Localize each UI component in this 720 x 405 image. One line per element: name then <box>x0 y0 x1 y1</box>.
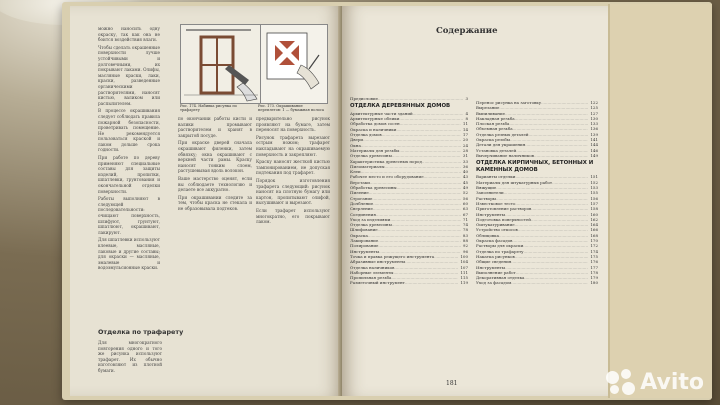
paragraph: по окончании работы кисти и валики промывают растворителем и хранят в закрытой посуде. <box>178 116 252 138</box>
toc-entry-title: Накатка рисунков <box>476 253 515 259</box>
toc-entry-page: 8 <box>465 116 468 122</box>
paragraph: Краску наносят жесткой кистью тампонированием, не допуская подтекания под трафарет. <box>256 159 330 176</box>
toc-leader-dots <box>405 280 459 285</box>
figure-173 <box>180 24 262 104</box>
toc-entry-title: Материалы для штукатурных работ <box>476 179 553 185</box>
toc-section-heading: ОТДЕЛКА ДЕРЕВЯННЫХ ДОМОВ <box>350 103 451 110</box>
paragraph: Порядок изготовления трафарета следующий: рисунок наносят на плотную бумагу или картон, пропитывают олифой, высушивают и вырезают. <box>256 177 330 206</box>
left-column-b <box>178 116 252 296</box>
paragraph: В процессе окрашивания следует соблюдать правила пожарной безопасности, проветривать помещение. Не рекомендуется пользоваться краской и лаком дольше срока годности. <box>98 108 160 153</box>
paragraph: При работе по дереву применяют специальные составы для защиты изделий, пропитки, шпатлевки, грунтования и окончательной отделки поверхности. <box>98 155 160 194</box>
toc-entry-page: 36 <box>462 163 468 169</box>
paragraph: При окрашивании следите за тем, чтобы краска не стекала и не образовывала подтеков. <box>178 194 252 211</box>
toc-entry-page: 92 <box>462 243 468 249</box>
toc-column-left <box>350 96 468 286</box>
toc-entry-page: 100 <box>460 253 468 259</box>
toc-column-right <box>476 100 598 286</box>
toc-entry-page: 136 <box>590 126 598 132</box>
toc-entry-page: 176 <box>590 259 598 265</box>
stencil-illustration <box>261 25 327 103</box>
toc-entry-title: Декоративная отделка <box>476 275 525 281</box>
toc-entry-page: 133 <box>590 121 598 127</box>
toc-entry-title: Разметочный инструмент <box>350 280 405 286</box>
toc-entry-title: Верстаки <box>350 179 370 185</box>
toc-entry-page: 49 <box>462 185 468 191</box>
toc-entry-title: Вычерчивание наличников <box>476 152 535 158</box>
toc-entry-page: 179 <box>590 275 598 281</box>
window-painting-illustration <box>181 25 261 103</box>
toc-entry-title: Растворы <box>476 195 496 201</box>
toc-entry-page: 11 <box>462 121 468 127</box>
toc-entry-page: 122 <box>590 100 598 105</box>
toc-entry-title: Накладная резьба <box>476 115 515 121</box>
toc-entry-page: 43 <box>462 174 468 180</box>
figure-174 <box>260 24 328 104</box>
toc-leader-dots <box>378 96 463 101</box>
toc-entry-page: 158 <box>590 206 598 212</box>
toc-entry-page: 45 <box>462 179 468 185</box>
toc-entry-title: Шлифование <box>350 227 378 233</box>
toc-entry-page: 83 <box>462 232 468 238</box>
toc-entry-title: Обработка домов сосен <box>350 121 400 127</box>
figure-174-caption: Рис. 174. Набивка рисунка по трафарету <box>180 104 237 113</box>
toc-entry-page: 141 <box>590 137 598 143</box>
toc-entry-page: 88 <box>462 238 468 244</box>
toc-entry-title: Отделка наличников <box>350 264 395 270</box>
toc-entry-page: 71 <box>462 216 468 222</box>
toc-entry-page: 96 <box>462 248 468 254</box>
toc-entry-title: Точка и правка режущего инструмента <box>350 253 435 259</box>
toc-entry-title: Предисловие <box>350 96 379 101</box>
toc-entry-page: 172 <box>590 243 598 249</box>
toc-entry-title: Оштукатуривание <box>476 222 515 228</box>
figure-173-caption: Рис. 173. Окрашивание переплетов: 1 — бумажная полоса <box>258 104 325 113</box>
section-title: Отделка по трафарету <box>98 328 184 336</box>
toc-entry-page: 125 <box>590 105 598 111</box>
cover-board <box>608 4 712 398</box>
toc-entry-page: 4 <box>465 110 468 116</box>
toc-entry-page: 111 <box>460 269 468 275</box>
avito-watermark <box>606 369 704 395</box>
toc-section-heading: ОТДЕЛКА КИРПИЧНЫХ, БЕТОННЫХ И КАМЕННЫХ ДОМОВ <box>476 160 594 173</box>
toc-entry-title: Перенос рисунка на заготовку <box>476 100 542 105</box>
toc-entry-title: Окраска и наличники <box>350 126 397 132</box>
toc-entry-page: 130 <box>590 115 598 121</box>
toc-entry-page: 170 <box>590 238 598 244</box>
toc-entry-title: Вяжущие <box>476 185 497 191</box>
toc-entry-title: Долбление <box>350 200 374 206</box>
toc-entry-title: Инструменты <box>476 264 506 270</box>
toc-entry-title: Клеи <box>350 169 361 175</box>
toc-entry-title: Уход за фасадом <box>476 280 512 286</box>
toc-entry-title: Двери <box>350 137 364 143</box>
toc-entry-page: 60 <box>462 200 468 206</box>
toc-entry-page: 20 <box>462 137 468 143</box>
toc-entry-title: Плоская резьба <box>476 121 510 127</box>
toc-leader-dots <box>534 153 588 158</box>
toc-entry-title: Общие сведения <box>476 259 512 265</box>
toc-leader-dots <box>511 280 588 285</box>
toc-entry-title: Объемная резьба <box>476 126 513 132</box>
toc-entry <box>350 96 468 101</box>
paragraph: Для шпатлевки используют клеевые, масляные, лаковые и другие составы; для окраски — масляные, эмалевые и водоэмульсионные краски. <box>98 237 160 271</box>
toc-entry-page: 52 <box>462 190 468 196</box>
paragraph: При окраске дверей сначала окрашивают филенки, затем обвязку; окна окрашивают с верхней части рамы. Краску наносят тонким слоем, растушевывая вдоль волокон. <box>178 140 252 174</box>
toc-entry <box>476 280 598 285</box>
toc-entry-title: Варианты отделки <box>476 174 516 180</box>
toc-entry-page: 157 <box>590 200 598 206</box>
toc-entry-title: Пиление <box>350 190 369 196</box>
toc-entry-title: Установка деталей <box>476 147 517 153</box>
paragraph: Рисунок трафарета вырезают острым ножом; трафарет накладывают на окрашиваемую поверхность и закрепляют. <box>256 134 330 157</box>
toc-entry-title: Рабочее место и его оборудование <box>350 174 424 180</box>
toc-entry-title: Абразивные инструменты <box>350 259 406 265</box>
toc-entry-title: Архитектурные облики <box>350 116 400 122</box>
contents-title: Содержание <box>436 26 498 36</box>
toc-entry-page: 78 <box>462 227 468 233</box>
toc-entry-title: Приготовление растворов <box>476 206 532 212</box>
toc-entry-page: 14 <box>462 126 468 132</box>
left-column-c <box>256 116 330 306</box>
toc-entry-title: Сверление <box>350 206 373 212</box>
toc-entry-page: 104 <box>460 259 468 265</box>
toc-entry-page: 3 <box>465 96 468 101</box>
paragraph: можно наносить одну окраску, так как она не боится воздействия влаги. <box>98 26 160 43</box>
toc-entry-title: Архитектурные части зданий <box>350 110 413 116</box>
toc-entry-title: Характеристика древесных пород <box>350 158 422 164</box>
toc-entry-title: Пиломатериалы <box>350 163 385 169</box>
toc-entry-title: Инструменты <box>350 248 380 254</box>
toc-entry-page: 63 <box>462 206 468 212</box>
right-page <box>342 6 608 396</box>
toc-entry-title: Отделка древесины <box>350 153 392 159</box>
toc-entry-page: 119 <box>460 280 468 286</box>
toc-entry-title: Выполнение работ <box>476 269 516 275</box>
paragraph: Чтобы сделать окрашенные поверхности лучше устойчивыми и долговечными, их покрывают лаками. Олифы, масляные краски, лаки, краски, разведенные органическими растворителями, наносят кистью, валиком или распылителем. <box>98 44 160 106</box>
toc-entry-page: 107 <box>460 264 468 270</box>
toc-entry-title: Строгание <box>350 195 373 201</box>
toc-entry-title: Окраска <box>350 232 368 238</box>
toc-entry-page: 127 <box>590 110 598 116</box>
toc-entry-page: 74 <box>462 222 468 228</box>
toc-entry-page: 144 <box>590 142 598 148</box>
toc-entry-page: 146 <box>590 147 598 153</box>
toc-entry-page: 33 <box>462 158 468 164</box>
toc-entry-title: Соединения <box>350 211 376 217</box>
toc-entry-page: 151 <box>590 174 598 180</box>
toc-entry-title: Заполнители <box>476 190 504 196</box>
toc-entry-page: 153 <box>590 185 598 191</box>
toc-entry-page: 28 <box>462 147 468 153</box>
section-text: Для многократного повторения одного и того же рисунка используют трафарет. Их обычно изготовляют из плотной бумаги. <box>98 340 162 373</box>
toc-entry-page: 31 <box>462 153 468 159</box>
toc-entry-page: 156 <box>590 195 598 201</box>
toc-entry-page: 175 <box>590 253 598 259</box>
toc-entry-title: Выпиливание <box>476 110 505 116</box>
toc-entry-page: 162 <box>590 216 598 222</box>
watermark-text: Avito <box>640 369 704 395</box>
toc-entry-title: Отделка по трафарету <box>476 248 524 254</box>
paragraph: Если трафарет используют многократно, его покрывают лаком. <box>256 207 330 225</box>
left-page <box>70 6 342 396</box>
toc-entry-page: 174 <box>590 248 598 254</box>
paragraph: предварительно рисунок проявляют на бумаге, затем переносят на поверхность. <box>256 116 330 133</box>
toc-entry-page: 180 <box>590 280 598 286</box>
toc-entry <box>476 153 598 158</box>
toc-entry-title: Материалы для резьбы <box>350 147 400 153</box>
left-column-a <box>98 26 160 326</box>
toc-entry-title: Лакирование <box>350 238 379 244</box>
toc-entry-title: Растворы для окраски <box>476 243 524 249</box>
toc-entry-page: 67 <box>462 211 468 217</box>
toc-entry-title: Известковое тесто <box>476 200 516 206</box>
toc-entry-title: Облицовка <box>476 232 500 238</box>
toc-entry-page: 168 <box>590 232 598 238</box>
toc-entry-page: 149 <box>590 152 598 158</box>
toc-entry-page: 152 <box>590 179 598 185</box>
toc-entry-title: Пропильная резьба <box>350 275 392 281</box>
toc-entry-title: Инструменты <box>476 211 506 217</box>
avito-logo-icon <box>606 369 636 395</box>
toc-entry-page: 178 <box>590 269 598 275</box>
paragraph: Ваше мастерство оценят, если вы соблюдаете технологию и делаете все аккуратно. <box>178 175 252 193</box>
toc-entry-title: Окраска фасадов <box>476 238 513 244</box>
toc-entry-page: 155 <box>590 190 598 196</box>
toc-entry-page: 17 <box>462 132 468 138</box>
toc-entry-title: Отделка резных деталей <box>476 131 529 137</box>
toc-entry-title: Окна <box>350 142 361 148</box>
toc-entry-title: Обработка древесины <box>350 185 397 191</box>
toc-entry-title: Уход за изделиями <box>350 216 391 222</box>
toc-entry-title: Отделка древесины <box>350 222 392 228</box>
toc-entry-page: 166 <box>590 227 598 233</box>
toc-entry-page: 40 <box>462 169 468 175</box>
toc-entry-title: Полирование <box>350 243 379 249</box>
toc-entry-title: Отделка домов <box>350 132 382 138</box>
toc-entry-page: 164 <box>590 222 598 228</box>
toc-entry-title: Наборные элементы <box>350 269 394 275</box>
toc-entry-title: Вырезание <box>476 105 500 111</box>
toc-entry-page: 56 <box>462 195 468 201</box>
toc-entry-page: 24 <box>462 142 468 148</box>
page-number: 181 <box>446 380 458 387</box>
toc-entry-title: Устройство откосов <box>476 227 518 233</box>
toc-entry-page: 160 <box>590 211 598 217</box>
toc-entry-title: Детали для украшения <box>476 142 526 148</box>
toc-entry <box>350 280 468 285</box>
toc-entry-title: Окраска резьбы <box>476 137 510 143</box>
toc-entry-title: Подготовка поверхностей <box>476 216 531 222</box>
toc-entry-page: 177 <box>590 264 598 270</box>
paragraph: Работы выполняют в следующей последовательности: очищают поверхность, шлифуют, грунтуют, шпатлюют, окрашивают, лакируют. <box>98 196 160 235</box>
toc-entry-page: 139 <box>590 131 598 137</box>
toc-entry-page: 115 <box>460 275 468 281</box>
